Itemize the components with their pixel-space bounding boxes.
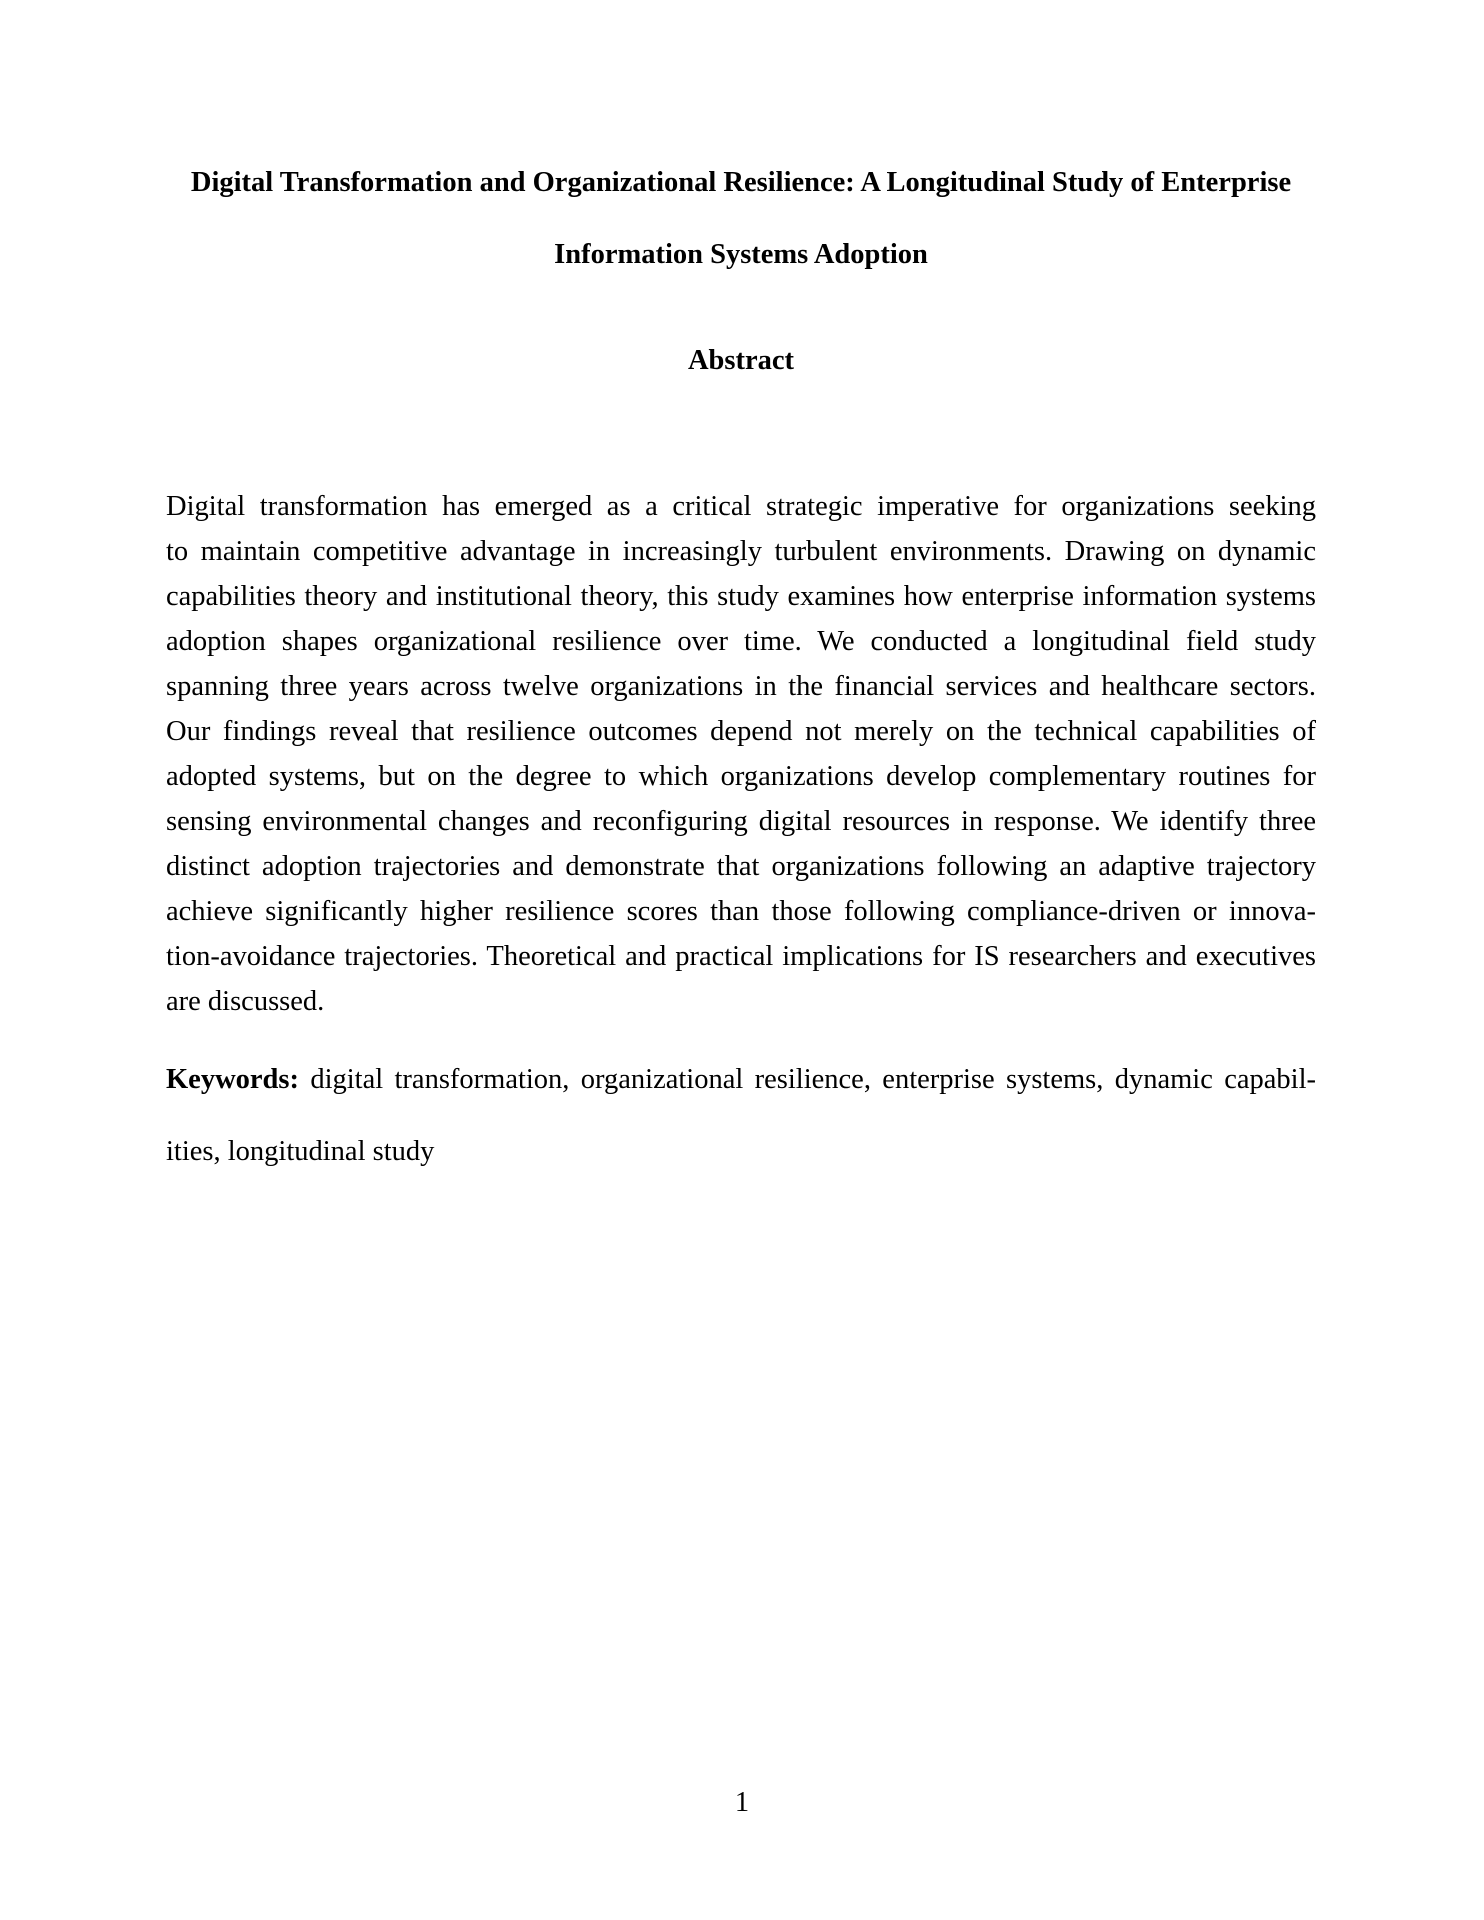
abstract-heading: Abstract [687, 345, 795, 376]
paper-title [166, 147, 1316, 291]
abstract-line: spanning three years across twelve organizations in the financial services and healthcare sectors. [166, 671, 1316, 702]
paper-title-line-2: Information Systems Adoption [554, 239, 928, 270]
page-number: 1 [734, 1787, 750, 1818]
abstract-line: are discussed. [166, 986, 325, 1017]
keywords-label: Keywords: [166, 1064, 299, 1095]
abstract-line: distinct adoption trajectories and demonstrate that organizations following an adaptive trajectory [166, 851, 1316, 882]
keywords-block [166, 1044, 1316, 1188]
keywords-line-2: ities, longitudinal study [166, 1136, 435, 1167]
abstract-line: achieve significantly higher resilience scores than those following compliance-driven or innova- [166, 896, 1316, 927]
abstract-line: Digital transformation has emerged as a critical strategic imperative for organizations seeking [166, 491, 1316, 522]
abstract-line: adopted systems, but on the degree to which organizations develop complementary routines for [166, 761, 1316, 792]
keywords-line-1 [166, 1044, 1316, 1116]
abstract-line: sensing environmental changes and reconfiguring digital resources in response. We identify three [166, 806, 1316, 837]
keywords-text: digital transformation, organizational resilience, enterprise systems, dynamic capabil- [310, 1064, 1316, 1095]
abstract-line: Our findings reveal that resilience outcomes depend not merely on the technical capabilities of [166, 716, 1316, 747]
abstract-paragraph [166, 484, 1316, 1024]
abstract-line: tion-avoidance trajectories. Theoretical and practical implications for IS researchers and executives [166, 941, 1316, 972]
abstract-line: adoption shapes organizational resilience over time. We conducted a longitudinal field study [166, 626, 1316, 657]
abstract-line: capabilities theory and institutional theory, this study examines how enterprise information systems [166, 581, 1316, 612]
abstract-line: to maintain competitive advantage in increasingly turbulent environments. Drawing on dynamic [166, 536, 1316, 567]
paper-title-line-1: Digital Transformation and Organizational Resilience: A Longitudinal Study of Enterprise [190, 167, 1292, 198]
